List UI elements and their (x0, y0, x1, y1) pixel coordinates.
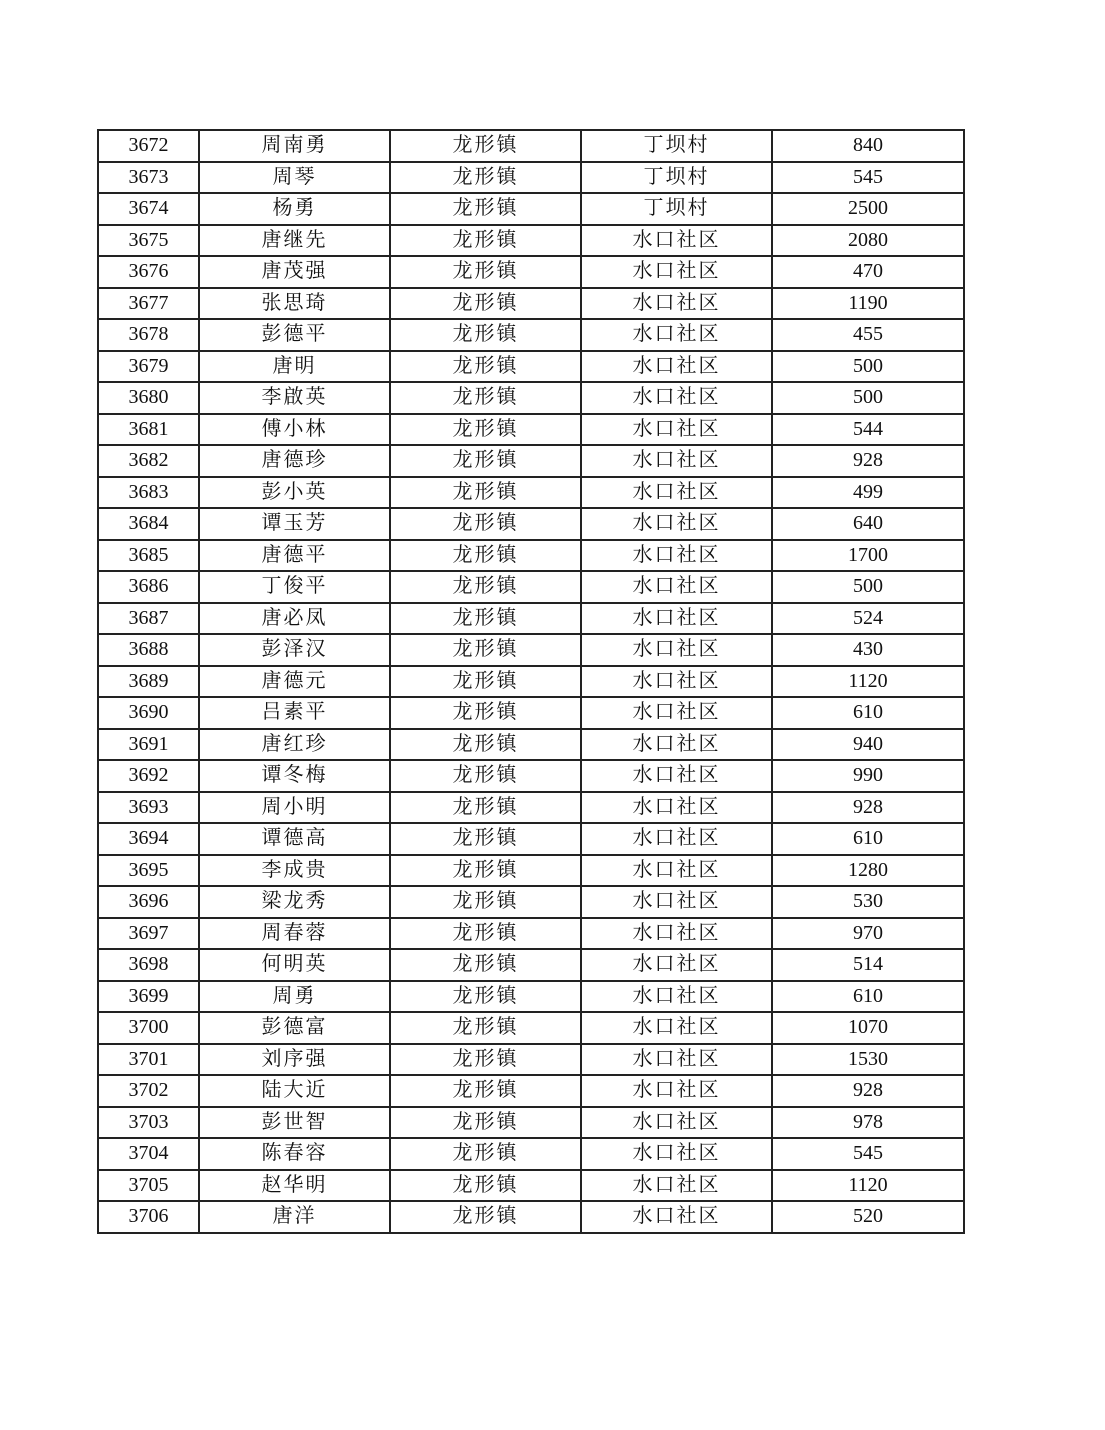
amount-cell: 928 (772, 792, 964, 824)
table-row (98, 319, 964, 351)
serial-number-cell: 3688 (98, 634, 199, 666)
name-cell: 周小明 (199, 792, 390, 824)
name-cell: 唐洋 (199, 1201, 390, 1233)
table-row (98, 508, 964, 540)
village-cell: 水口社区 (581, 760, 772, 792)
serial-number-cell: 3684 (98, 508, 199, 540)
name-cell: 周琴 (199, 162, 390, 194)
amount-cell: 2500 (772, 193, 964, 225)
name-cell: 唐德平 (199, 540, 390, 572)
village-cell: 水口社区 (581, 697, 772, 729)
amount-cell: 1070 (772, 1012, 964, 1044)
village-cell: 水口社区 (581, 1075, 772, 1107)
town-cell: 龙形镇 (390, 666, 581, 698)
town-cell: 龙形镇 (390, 477, 581, 509)
amount-cell: 500 (772, 351, 964, 383)
serial-number-cell: 3698 (98, 949, 199, 981)
table-row (98, 792, 964, 824)
serial-number-cell: 3703 (98, 1107, 199, 1139)
table-row (98, 571, 964, 603)
town-cell: 龙形镇 (390, 603, 581, 635)
table-row (98, 918, 964, 950)
village-cell: 水口社区 (581, 729, 772, 761)
village-cell: 水口社区 (581, 1012, 772, 1044)
town-cell: 龙形镇 (390, 288, 581, 320)
amount-cell: 928 (772, 445, 964, 477)
village-cell: 水口社区 (581, 792, 772, 824)
roster-table-body (98, 130, 964, 1233)
table-row (98, 949, 964, 981)
village-cell: 水口社区 (581, 1138, 772, 1170)
town-cell: 龙形镇 (390, 697, 581, 729)
village-cell: 水口社区 (581, 1201, 772, 1233)
name-cell: 周春蓉 (199, 918, 390, 950)
amount-cell: 430 (772, 634, 964, 666)
town-cell: 龙形镇 (390, 981, 581, 1013)
name-cell: 陆大近 (199, 1075, 390, 1107)
table-row (98, 729, 964, 761)
serial-number-cell: 3697 (98, 918, 199, 950)
table-row (98, 288, 964, 320)
town-cell: 龙形镇 (390, 1075, 581, 1107)
table-row (98, 540, 964, 572)
table-row (98, 855, 964, 887)
town-cell: 龙形镇 (390, 1044, 581, 1076)
town-cell: 龙形镇 (390, 162, 581, 194)
table-row (98, 1170, 964, 1202)
name-cell: 赵华明 (199, 1170, 390, 1202)
name-cell: 彭世智 (199, 1107, 390, 1139)
table-row (98, 477, 964, 509)
amount-cell: 940 (772, 729, 964, 761)
town-cell: 龙形镇 (390, 414, 581, 446)
town-cell: 龙形镇 (390, 382, 581, 414)
table-row (98, 886, 964, 918)
table-row (98, 1107, 964, 1139)
amount-cell: 500 (772, 382, 964, 414)
village-cell: 水口社区 (581, 508, 772, 540)
table-row (98, 634, 964, 666)
name-cell: 唐继先 (199, 225, 390, 257)
town-cell: 龙形镇 (390, 351, 581, 383)
name-cell: 唐德珍 (199, 445, 390, 477)
serial-number-cell: 3677 (98, 288, 199, 320)
table-row (98, 1138, 964, 1170)
village-cell: 水口社区 (581, 477, 772, 509)
amount-cell: 970 (772, 918, 964, 950)
village-cell: 水口社区 (581, 225, 772, 257)
serial-number-cell: 3679 (98, 351, 199, 383)
name-cell: 彭泽汉 (199, 634, 390, 666)
name-cell: 彭德富 (199, 1012, 390, 1044)
town-cell: 龙形镇 (390, 949, 581, 981)
amount-cell: 1700 (772, 540, 964, 572)
amount-cell: 610 (772, 981, 964, 1013)
village-cell: 水口社区 (581, 1170, 772, 1202)
serial-number-cell: 3694 (98, 823, 199, 855)
name-cell: 唐红珍 (199, 729, 390, 761)
name-cell: 吕素平 (199, 697, 390, 729)
town-cell: 龙形镇 (390, 1170, 581, 1202)
town-cell: 龙形镇 (390, 1107, 581, 1139)
village-cell: 水口社区 (581, 256, 772, 288)
name-cell: 梁龙秀 (199, 886, 390, 918)
table-row (98, 760, 964, 792)
table-row (98, 225, 964, 257)
village-cell: 丁坝村 (581, 130, 772, 162)
serial-number-cell: 3685 (98, 540, 199, 572)
serial-number-cell: 3699 (98, 981, 199, 1013)
amount-cell: 524 (772, 603, 964, 635)
village-cell: 水口社区 (581, 666, 772, 698)
village-cell: 水口社区 (581, 351, 772, 383)
name-cell: 谭德高 (199, 823, 390, 855)
name-cell: 彭德平 (199, 319, 390, 351)
table-row (98, 1075, 964, 1107)
amount-cell: 928 (772, 1075, 964, 1107)
village-cell: 水口社区 (581, 382, 772, 414)
serial-number-cell: 3690 (98, 697, 199, 729)
name-cell: 刘序强 (199, 1044, 390, 1076)
serial-number-cell: 3687 (98, 603, 199, 635)
amount-cell: 455 (772, 319, 964, 351)
amount-cell: 470 (772, 256, 964, 288)
name-cell: 丁俊平 (199, 571, 390, 603)
amount-cell: 1280 (772, 855, 964, 887)
serial-number-cell: 3676 (98, 256, 199, 288)
town-cell: 龙形镇 (390, 256, 581, 288)
town-cell: 龙形镇 (390, 918, 581, 950)
amount-cell: 500 (772, 571, 964, 603)
town-cell: 龙形镇 (390, 319, 581, 351)
serial-number-cell: 3701 (98, 1044, 199, 1076)
name-cell: 何明英 (199, 949, 390, 981)
amount-cell: 640 (772, 508, 964, 540)
serial-number-cell: 3705 (98, 1170, 199, 1202)
name-cell: 唐必凤 (199, 603, 390, 635)
name-cell: 唐明 (199, 351, 390, 383)
amount-cell: 499 (772, 477, 964, 509)
table-row (98, 823, 964, 855)
amount-cell: 1530 (772, 1044, 964, 1076)
serial-number-cell: 3683 (98, 477, 199, 509)
village-cell: 水口社区 (581, 855, 772, 887)
amount-cell: 520 (772, 1201, 964, 1233)
town-cell: 龙形镇 (390, 634, 581, 666)
village-cell: 水口社区 (581, 540, 772, 572)
serial-number-cell: 3673 (98, 162, 199, 194)
serial-number-cell: 3691 (98, 729, 199, 761)
name-cell: 傅小林 (199, 414, 390, 446)
amount-cell: 1120 (772, 1170, 964, 1202)
town-cell: 龙形镇 (390, 130, 581, 162)
serial-number-cell: 3706 (98, 1201, 199, 1233)
name-cell: 陈春容 (199, 1138, 390, 1170)
town-cell: 龙形镇 (390, 855, 581, 887)
village-cell: 水口社区 (581, 319, 772, 351)
town-cell: 龙形镇 (390, 193, 581, 225)
table-row (98, 382, 964, 414)
name-cell: 李啟英 (199, 382, 390, 414)
village-cell: 丁坝村 (581, 162, 772, 194)
village-cell: 水口社区 (581, 571, 772, 603)
serial-number-cell: 3704 (98, 1138, 199, 1170)
town-cell: 龙形镇 (390, 792, 581, 824)
serial-number-cell: 3682 (98, 445, 199, 477)
amount-cell: 545 (772, 162, 964, 194)
town-cell: 龙形镇 (390, 1201, 581, 1233)
town-cell: 龙形镇 (390, 886, 581, 918)
name-cell: 周勇 (199, 981, 390, 1013)
table-row (98, 666, 964, 698)
amount-cell: 545 (772, 1138, 964, 1170)
village-cell: 水口社区 (581, 288, 772, 320)
village-cell: 水口社区 (581, 634, 772, 666)
amount-cell: 610 (772, 823, 964, 855)
serial-number-cell: 3675 (98, 225, 199, 257)
amount-cell: 514 (772, 949, 964, 981)
village-cell: 水口社区 (581, 823, 772, 855)
serial-number-cell: 3696 (98, 886, 199, 918)
table-row (98, 1044, 964, 1076)
name-cell: 彭小英 (199, 477, 390, 509)
village-cell: 水口社区 (581, 603, 772, 635)
name-cell: 杨勇 (199, 193, 390, 225)
village-cell: 水口社区 (581, 1044, 772, 1076)
town-cell: 龙形镇 (390, 225, 581, 257)
serial-number-cell: 3695 (98, 855, 199, 887)
name-cell: 谭玉芳 (199, 508, 390, 540)
serial-number-cell: 3678 (98, 319, 199, 351)
amount-cell: 544 (772, 414, 964, 446)
table-row (98, 130, 964, 162)
village-cell: 水口社区 (581, 981, 772, 1013)
table-row (98, 351, 964, 383)
town-cell: 龙形镇 (390, 760, 581, 792)
village-cell: 水口社区 (581, 918, 772, 950)
amount-cell: 990 (772, 760, 964, 792)
amount-cell: 978 (772, 1107, 964, 1139)
amount-cell: 840 (772, 130, 964, 162)
town-cell: 龙形镇 (390, 823, 581, 855)
name-cell: 李成贵 (199, 855, 390, 887)
amount-cell: 530 (772, 886, 964, 918)
serial-number-cell: 3686 (98, 571, 199, 603)
name-cell: 周南勇 (199, 130, 390, 162)
serial-number-cell: 3674 (98, 193, 199, 225)
serial-number-cell: 3681 (98, 414, 199, 446)
serial-number-cell: 3700 (98, 1012, 199, 1044)
table-row (98, 1201, 964, 1233)
table-row (98, 1012, 964, 1044)
serial-number-cell: 3702 (98, 1075, 199, 1107)
name-cell: 唐德元 (199, 666, 390, 698)
village-cell: 水口社区 (581, 445, 772, 477)
name-cell: 谭冬梅 (199, 760, 390, 792)
table-row (98, 256, 964, 288)
serial-number-cell: 3672 (98, 130, 199, 162)
serial-number-cell: 3680 (98, 382, 199, 414)
amount-cell: 2080 (772, 225, 964, 257)
village-cell: 水口社区 (581, 1107, 772, 1139)
town-cell: 龙形镇 (390, 508, 581, 540)
town-cell: 龙形镇 (390, 1012, 581, 1044)
amount-cell: 610 (772, 697, 964, 729)
village-cell: 水口社区 (581, 886, 772, 918)
table-row (98, 697, 964, 729)
town-cell: 龙形镇 (390, 445, 581, 477)
table-row (98, 414, 964, 446)
table-row (98, 981, 964, 1013)
table-row (98, 162, 964, 194)
name-cell: 唐茂强 (199, 256, 390, 288)
town-cell: 龙形镇 (390, 1138, 581, 1170)
town-cell: 龙形镇 (390, 540, 581, 572)
serial-number-cell: 3693 (98, 792, 199, 824)
table-row (98, 445, 964, 477)
roster-table (97, 129, 965, 1234)
amount-cell: 1120 (772, 666, 964, 698)
serial-number-cell: 3689 (98, 666, 199, 698)
serial-number-cell: 3692 (98, 760, 199, 792)
amount-cell: 1190 (772, 288, 964, 320)
village-cell: 水口社区 (581, 414, 772, 446)
town-cell: 龙形镇 (390, 571, 581, 603)
village-cell: 水口社区 (581, 949, 772, 981)
town-cell: 龙形镇 (390, 729, 581, 761)
table-row (98, 193, 964, 225)
village-cell: 丁坝村 (581, 193, 772, 225)
table-row (98, 603, 964, 635)
name-cell: 张思琦 (199, 288, 390, 320)
